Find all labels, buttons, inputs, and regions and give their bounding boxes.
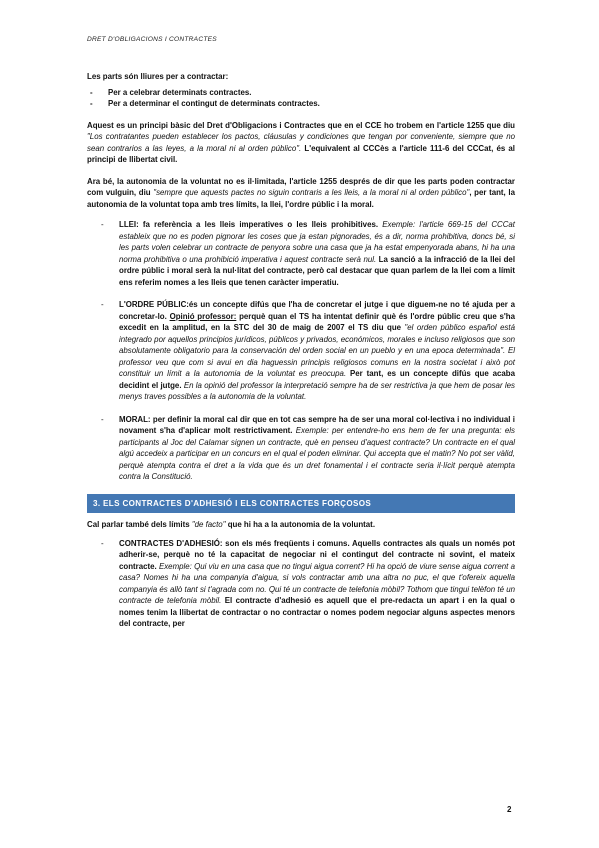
para2-quote: "sempre que aquests pactes no siguin contraris a les lleis, a la moral ni al orden público" <box>153 188 470 197</box>
ordre-lead: L'ORDRE PÚBLIC:és un concepte difús que l'ha de concretar el jutge i que diguem-ne no té ajuda per a concretar-lo. <box>119 300 515 321</box>
llei-example: Exemple: l'article 669-15 del CCCat estableix que no es poden pignorar les coses que ja estan pignorades, és a dir, norma prohibitiva, doncs bé, si les parts volen celebrar un contracte de penyora sobre una casa que ja ha estat empenyorada abans, hi ha una norma prohibitiva o una prohibició imperativa i aquest contracte serà nul. <box>119 220 515 264</box>
llei-tail: La sanció a la infracció de la llei del ordre públic i moral serà la nul·litat del contracte, però cal destacar que quan parlem de la llei com a límit ens referim nomes a les lleis que tenen caràcter imperatiu. <box>119 254 516 287</box>
ordre-opinion: En la opinió del professor la interpretació sempre ha de ser restrictiva ja que hem de posar les menys traves possibles a la autonomia de la voluntat. <box>119 380 515 401</box>
opinio-professor-label: Opinió professor: <box>169 311 237 321</box>
ordre-text: perquè quan el TS ha intentat definir què és l'ordre públic creu que s'ha excedit en la amplitud, en la STC del 30 de maig de 2007 el TS diu que <box>119 311 515 332</box>
llei-lead: LLEI: fa referència a les lleis imperatives o les lleis prohibitives. <box>119 220 379 229</box>
moral-example: Exemple: per entendre-ho ens hem de fer una pregunta: els participants al Joc del Calamar signen un contracte, què en penseu d'aquest contracte? Un contracte en el qual algú accedeix a participar en un concurs en el qual el poden eliminar. Qui accepta que el matin? No pot ser vàlid, perquè atempta contra el dret a la vida que és un dret fonamental i el contracte seria il·lícit perquè atempta contra la Constitució. <box>119 426 515 481</box>
adhesio-lead: CONTRACTES D'ADHESIÓ: son els més freqüents i comuns. Aquells contractes als quals un només pot adherir-se, perquè no té la capacitat de negociar ni el contingut del contracte ni sovint, el mateix contracte. <box>119 538 515 571</box>
limit-item-ordre-public <box>87 299 515 403</box>
adhesio-tail: El contracte d'adhesió es aquell que el pre-redacta un apart i en la qual o nomes tenim la llibertat de contractar o no contractar o nomes podem negociar alguns aspectes menors del contracte, per <box>119 596 515 628</box>
intro-list <box>87 87 515 110</box>
paragraph-limits <box>87 176 515 211</box>
limits-list <box>87 219 515 483</box>
adhesio-example: Exemple: Qui viu en una casa que no tingui aigua corrent? Hi ha opció de viure sense aigua corrent a casa? Nomes hi ha una companyia d'aigua, si vols contractar amb una altra no puc, el que t'ofereix aquella companyia és allò tant si t'agrada com no. Qui té un contracte de telefonia mòbil? Tothom que tingui telèfon té un contracte de telefonia mòbil. <box>119 561 515 605</box>
adhesio-item <box>87 538 515 630</box>
para2-tail: , per tant, la autonomia de la voluntat topa amb tres límits, la llei, l'ordre públic i la moral. <box>87 188 515 209</box>
paragraph-de-facto <box>87 519 515 531</box>
ordre-conclusion: Per tant, es un concepte difús que acaba decidint el jutge. <box>119 369 515 390</box>
moral-lead: MORAL: per definir la moral cal dir que en tot cas sempre ha de ser una moral col·lectiva i no individual i novament s'ha d'aplicar molt restrictivament. <box>119 414 515 435</box>
section-heading: 3. ELS CONTRACTES D'ADHESIÓ I ELS CONTRACTES FORÇOSOS <box>87 494 515 514</box>
limit-item-llei <box>87 219 515 288</box>
page-number: 2 <box>507 805 512 814</box>
facto-quote: "de facto" <box>191 520 226 529</box>
intro-item-2: - Per a determinar el contingut de determinats contractes. <box>87 98 515 110</box>
paragraph-article-1255 <box>87 120 515 166</box>
running-header: DRET D'OBLIGACIONS I CONTRACTES <box>87 36 217 43</box>
intro-lead: Les parts són lliures per a contractar: <box>87 72 229 81</box>
para1-text: Aquest es un principi bàsic del Dret d'Obligacions i Contractes que en el CCE ho trobem en l'article 1255 que diu <box>87 120 515 130</box>
facto-tail: que hi ha a la autonomia de la voluntat. <box>225 520 376 529</box>
para1-quote: "Los contratantes pueden establecer los pactos, cláusulas y condiciones que tengan por conveniente, siempre que no sean contrarios a las leyes, a la moral ni al orden público". <box>87 132 515 153</box>
adhesio-list <box>87 538 515 630</box>
facto-text: Cal parlar també dels límits <box>87 520 192 529</box>
document-body <box>87 71 515 630</box>
intro-item-1: - Per a celebrar determinats contractes. <box>87 87 515 99</box>
para1-tail: L'equivalent al CCCès a l'article 111-6 del CCCat, és al principi de llibertat civil. <box>87 143 515 164</box>
para2-text: Ara bé, la autonomia de la voluntat no es il·limitada, l'article 1255 després de dir que les parts poden contractar com vulguin, diu <box>87 176 515 197</box>
ordre-quote: "el orden público español está integrado por aquellos principios jurídicos, públicos y privados, económicos, morales e incluso religiosos que son absolutamente obligatorio para la conservación del orden social en un pueblo y en una epoca determinada". El professor veu que com si avui en dia haguessin principis religiosos comuns en la nostra societat i això pot constituir un límit a la autonomia de la voluntat es preocupa. <box>119 323 515 378</box>
limit-item-moral <box>87 414 515 483</box>
